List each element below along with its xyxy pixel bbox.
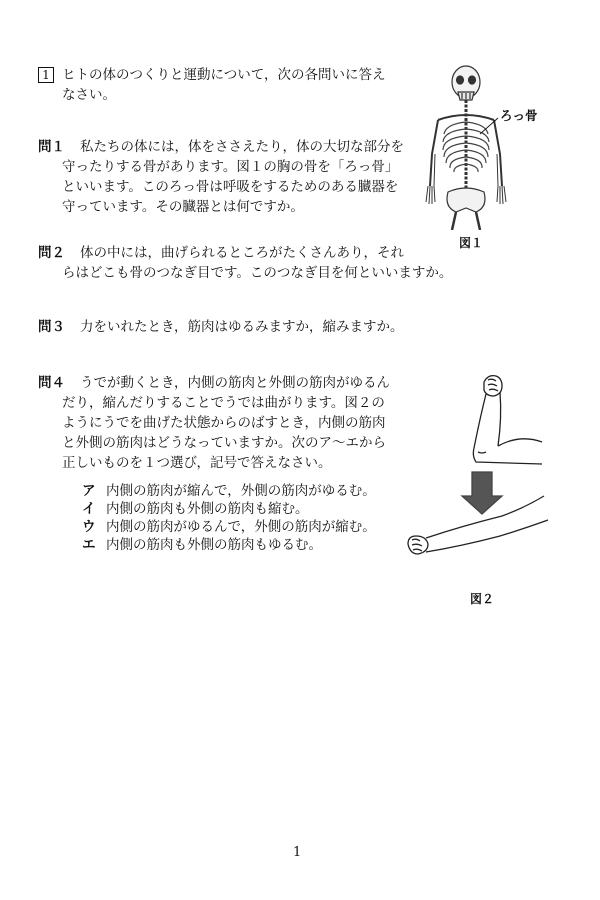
option-letter: ア [82, 483, 96, 499]
answer-option-i[interactable] [82, 500, 309, 519]
option-text: 内側の筋肉がゆるんで，外側の筋肉が縮む。 [106, 519, 376, 535]
option-letter: イ [82, 501, 96, 517]
figure2-arms [402, 368, 552, 583]
figure1-skeleton [418, 62, 528, 230]
option-text: 内側の筋肉が縮んで，外側の筋肉がゆるむ。 [106, 483, 376, 499]
figure1-callout-label: ろっ骨 [500, 108, 538, 123]
q1-label: 問１ [38, 139, 65, 155]
down-arrow-icon [462, 472, 502, 514]
q2-line1: 体の中には，曲げられるところがたくさんあり，それ [80, 245, 404, 261]
answer-option-u[interactable] [82, 518, 376, 537]
option-text: 内側の筋肉も外側の筋肉もゆるむ。 [106, 537, 322, 553]
q4-line4: と外側の筋肉はどうなっていますか。次のア～エから [62, 435, 386, 451]
q3-line1: 力をいれたとき，筋肉はゆるみますか，縮みますか。 [80, 319, 404, 335]
q4-line1: うでが動くとき，内側の筋肉と外側の筋肉がゆるん [80, 375, 390, 391]
bent-arm [473, 376, 542, 464]
q1-line3: といいます。このろっ骨は呼吸をするためのある臓器を [62, 179, 399, 195]
pelvis [447, 188, 485, 212]
q3-label: 問３ [38, 319, 65, 335]
answer-option-e[interactable] [82, 536, 322, 555]
section-heading [38, 66, 385, 85]
option-text: 内側の筋肉も外側の筋肉も縮む。 [106, 501, 309, 517]
q4-line2: だり，縮んだりすることでうでは曲がります。図２の [62, 395, 385, 411]
q4-label: 問４ [38, 375, 65, 391]
q1-line4: 守っています。その臓器とは何ですか。 [62, 199, 304, 215]
q4-line3: ようにうでを曲げた状態からのばすとき，内側の筋肉 [62, 415, 386, 431]
section-intro-line2: なさい。 [62, 87, 116, 103]
q2-line2: らはどこも骨のつなぎ目です。このつなぎ目を何といいますか。 [62, 265, 453, 281]
page-number: 1 [293, 845, 302, 860]
section-number-box: 1 [38, 67, 54, 83]
q1-line2: 守ったりする骨があります。図１の胸の骨を「ろっ骨」 [62, 159, 399, 175]
q1-line1: 私たちの体には，体をささえたり，体の大切な部分を [80, 139, 404, 155]
section-intro-line1: ヒトの体のつくりと運動について，次の各問いに答え [62, 67, 386, 83]
q4-line5: 正しいものを１つ選び，記号で答えなさい。 [62, 455, 332, 471]
answer-option-a[interactable] [82, 482, 376, 501]
option-letter: ウ [82, 519, 96, 535]
figure1-caption: 図１ [459, 236, 484, 250]
q2-label: 問２ [38, 245, 65, 261]
figure2-caption: 図２ [470, 592, 495, 606]
option-letter: エ [82, 537, 96, 553]
